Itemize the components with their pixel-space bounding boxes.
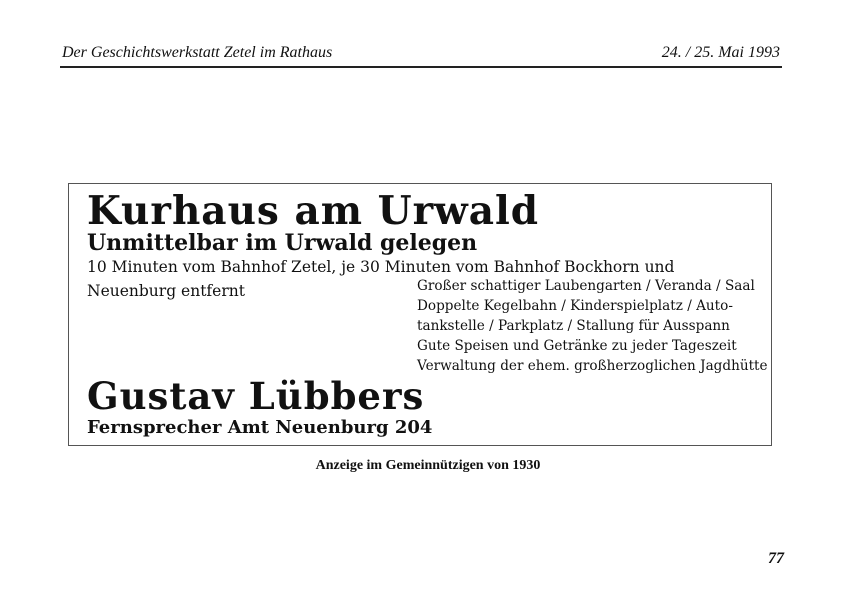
ad-feature-line: tankstelle / Parkplatz / Stallung für Ausspann: [417, 318, 730, 334]
ad-title: Kurhaus am Urwald: [87, 188, 540, 234]
ad-feature-line: Doppelte Kegelbahn / Kinderspielplatz / Auto-: [417, 298, 733, 314]
ad-subtitle: Unmittelbar im Urwald gelegen: [87, 230, 478, 256]
header-title: Der Geschichtswerkstatt Zetel im Rathaus: [62, 44, 333, 61]
ad-features: [417, 276, 768, 376]
header-date: 24. / 25. Mai 1993: [661, 44, 780, 61]
ad-feature-line: Gute Speisen und Getränke zu jeder Tageszeit: [417, 338, 737, 354]
ad-phone: Fernsprecher Amt Neuenburg 204: [87, 417, 433, 438]
ad-location-line-2: Neuenburg entfernt: [87, 282, 245, 300]
advertisement-image: [68, 183, 772, 446]
page-header: [60, 44, 782, 68]
ad-location-line-1: 10 Minuten vom Bahnhof Zetel, je 30 Minuten vom Bahnhof Bockhorn und: [87, 258, 675, 276]
ad-owner-name: Gustav Lübbers: [87, 374, 425, 418]
ad-feature-line: Verwaltung der ehem. großherzoglichen Jagdhütte: [417, 358, 768, 374]
figure-caption: Anzeige im Gemeinnützigen von 1930: [315, 458, 541, 473]
ad-feature-line: Großer schattiger Laubengarten / Veranda / Saal: [417, 278, 755, 294]
page-number: 77: [768, 550, 784, 567]
